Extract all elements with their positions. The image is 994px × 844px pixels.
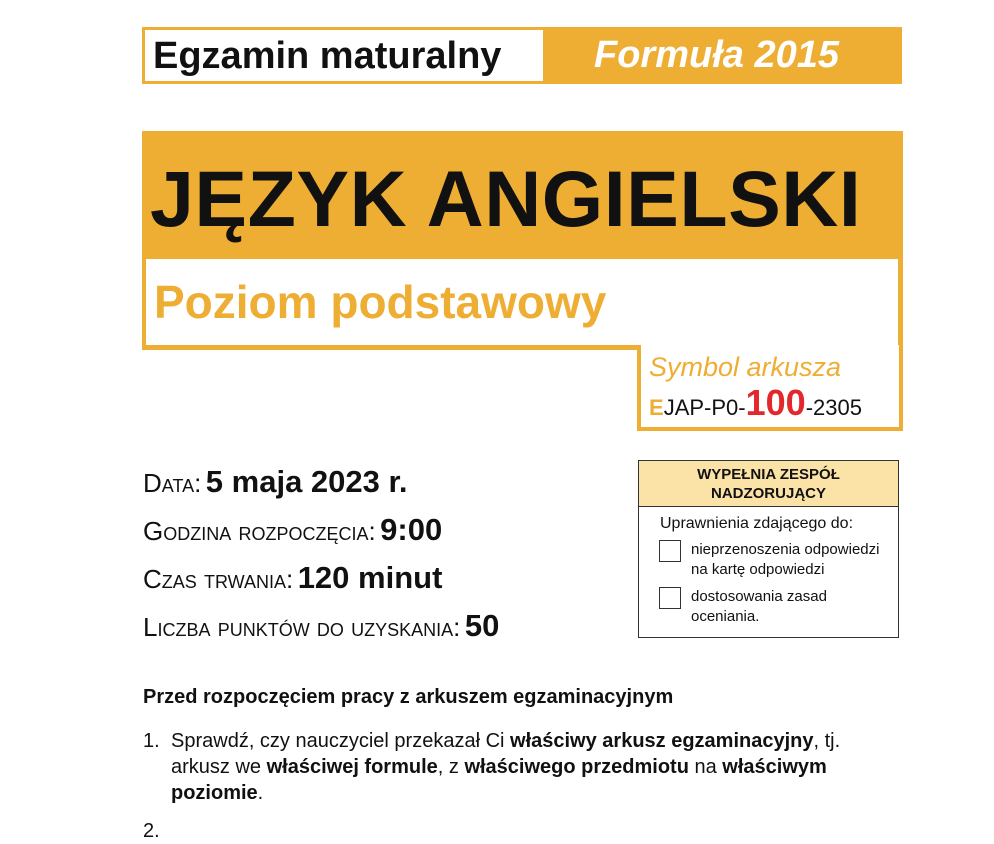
start-time-value: 9:00 [380, 512, 443, 547]
exam-date-value: 5 maja 2023 r. [205, 464, 408, 499]
instruction-1-part: , z [437, 756, 465, 778]
no-transfer-option-label: nieprzenoszenia odpowiedzi na kartę odpowiedzi [691, 541, 880, 578]
no-transfer-checkbox[interactable] [659, 540, 681, 562]
sheet-symbol-code [649, 383, 862, 428]
instruction-1-part: na [688, 756, 723, 778]
instruction-1-text [171, 728, 871, 806]
symbol-code-part1: JAP-P0- [663, 395, 746, 420]
instruction-1-emphasis: właściwy arkusz egzaminacyjny [510, 730, 814, 752]
symbol-code-part2: -2305 [805, 395, 862, 420]
instruction-1-emphasis: właściwego przedmiotu [464, 756, 689, 778]
points-value: 50 [464, 608, 500, 643]
adjusted-grading-checkbox[interactable] [659, 587, 681, 609]
duration-row [143, 558, 442, 604]
formula-label: Formuła 2015 [594, 34, 839, 76]
exam-date-label: Data: [143, 468, 202, 498]
points-label: Liczba punktów do uzyskania: [143, 612, 461, 642]
exam-date-row [143, 462, 407, 508]
instruction-1-part: . [257, 782, 264, 804]
sheet-symbol-label: Symbol arkusza [649, 352, 842, 382]
level-title: Poziom podstawowy [154, 276, 607, 328]
exam-type-title: Egzamin maturalny [153, 35, 502, 77]
symbol-prefix-letter: E [649, 395, 664, 420]
start-time-row [143, 510, 442, 556]
instruction-1-emphasis: właściwym poziomie [171, 756, 827, 804]
start-time-label: Godzina rozpoczęcia: [143, 516, 376, 546]
points-row [143, 606, 499, 652]
instruction-1-part: Sprawdź, czy nauczyciel przekazał Ci [171, 730, 511, 752]
instruction-1-part: , tj. arkusz we [171, 730, 841, 778]
instruction-2-number: 2. [143, 820, 160, 842]
instruction-1-emphasis: właściwej formule [266, 756, 438, 778]
instruction-1-number: 1. [143, 730, 160, 752]
subject-title: JĘZYK ANGIELSKI [150, 154, 862, 243]
adjusted-grading-option-label: dostosowania zasad oceniania. [691, 588, 827, 625]
instructions-title: Przed rozpoczęciem pracy z arkuszem egzaminacyjnym [143, 686, 674, 708]
duration-label: Czas trwania: [143, 564, 294, 594]
supervisors-header: WYPEŁNIA ZESPÓŁ NADZORUJĄCY [639, 461, 898, 507]
symbol-code-number: 100 [745, 382, 806, 423]
rights-label: Uprawnienia zdającego do: [660, 515, 854, 532]
duration-value: 120 minut [297, 560, 443, 595]
